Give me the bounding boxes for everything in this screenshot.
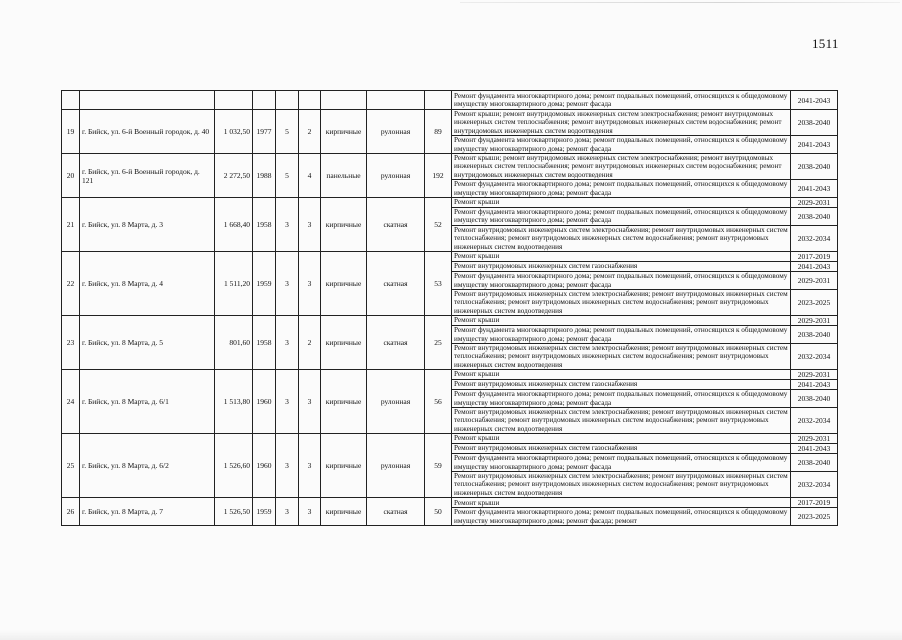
cell-area: 1 526,60 <box>215 434 253 498</box>
cell-work: Ремонт внутридомовых инженерных систем газоснабжения <box>452 444 791 454</box>
cell-period: 2038-2040 <box>791 110 838 136</box>
house-row <box>62 370 838 380</box>
capital-repair-table <box>61 90 838 526</box>
scan-bottom-shade <box>0 630 902 640</box>
cell-roof: скатная <box>367 252 425 316</box>
cell-period: 2041-2043 <box>791 91 838 110</box>
cell-period: 2023-2025 <box>791 508 838 526</box>
cell-year: 1960 <box>253 434 276 498</box>
cell-walls: кирпичные <box>321 110 367 154</box>
cell-floors <box>276 91 299 110</box>
cell-year <box>253 91 276 110</box>
cell-residents: 52 <box>425 198 452 252</box>
cell-work: Ремонт крыши <box>452 316 791 326</box>
cell-walls: кирпичные <box>321 198 367 252</box>
cell-area: 2 272,50 <box>215 154 253 198</box>
cell-entrances: 3 <box>299 434 321 498</box>
house-row <box>62 434 838 444</box>
cell-period: 2041-2043 <box>791 136 838 154</box>
cell-work: Ремонт внутридомовых инженерных систем электроснабжения; ремонт внутридомовых инженерных систем теплоснабжения; ремонт внутридомовых инженерных систем водоснабжения; ремонт внутридомовых инженерных систем водоотведения <box>452 407 791 433</box>
cell-year: 1959 <box>253 252 276 316</box>
cell-num: 25 <box>62 434 80 498</box>
cell-walls: кирпичные <box>321 316 367 370</box>
house-row <box>62 110 838 136</box>
cell-num: 23 <box>62 316 80 370</box>
cell-entrances: 2 <box>299 110 321 154</box>
cell-period: 2041-2043 <box>791 380 838 390</box>
house-row <box>62 498 838 508</box>
cell-residents: 192 <box>425 154 452 198</box>
cell-period: 2017-2019 <box>791 252 838 262</box>
cell-area: 1 668,40 <box>215 198 253 252</box>
house-row <box>62 198 838 208</box>
cell-residents: 53 <box>425 252 452 316</box>
cell-period: 2029-2031 <box>791 272 838 290</box>
cell-walls: кирпичные <box>321 370 367 434</box>
cell-residents: 56 <box>425 370 452 434</box>
cell-year: 1988 <box>253 154 276 198</box>
house-row <box>62 252 838 262</box>
cell-entrances: 4 <box>299 154 321 198</box>
cell-work: Ремонт фундамента многоквартирного дома; ремонт подвальных помещений, относящихся к общедомовому имуществу многоквартирного дома; ремонт фасада <box>452 390 791 408</box>
cell-num: 22 <box>62 252 80 316</box>
cell-period: 2029-2031 <box>791 434 838 444</box>
cell-floors: 3 <box>276 198 299 252</box>
cell-work: Ремонт фундамента многоквартирного дома; ремонт подвальных помещений, относящихся к общедомовому имуществу многоквартирного дома; ремонт фасада <box>452 136 791 154</box>
cell-area <box>215 91 253 110</box>
cell-num: 19 <box>62 110 80 154</box>
cell-work: Ремонт внутридомовых инженерных систем электроснабжения; ремонт внутридомовых инженерных систем теплоснабжения; ремонт внутридомовых инженерных систем водоснабжения; ремонт внутридомовых инженерных систем водоотведения <box>452 289 791 315</box>
cell-num: 26 <box>62 498 80 526</box>
cell-roof: скатная <box>367 198 425 252</box>
cell-address: г. Бийск, ул. 8 Марта, д. 6/1 <box>80 370 215 434</box>
cell-floors: 5 <box>276 154 299 198</box>
cell-roof: рулонная <box>367 370 425 434</box>
cell-work: Ремонт крыши <box>452 434 791 444</box>
scan-edge-line <box>460 2 900 3</box>
cell-address <box>80 91 215 110</box>
cell-work: Ремонт фундамента многоквартирного дома; ремонт подвальных помещений, относящихся к общедомовому имуществу многоквартирного дома; ремонт фасада <box>452 180 791 198</box>
cell-num <box>62 91 80 110</box>
cell-area: 1 513,80 <box>215 370 253 434</box>
cell-period: 2038-2040 <box>791 208 838 226</box>
cell-roof: рулонная <box>367 110 425 154</box>
cell-entrances: 3 <box>299 498 321 526</box>
cell-address: г. Бийск, ул. 8 Марта, д. 7 <box>80 498 215 526</box>
cell-period: 2041-2043 <box>791 444 838 454</box>
cell-period: 2038-2040 <box>791 154 838 180</box>
cell-period: 2038-2040 <box>791 326 838 344</box>
cell-work: Ремонт крыши <box>452 198 791 208</box>
cell-roof: скатная <box>367 316 425 370</box>
cell-work: Ремонт фундамента многоквартирного дома; ремонт подвальных помещений, относящихся к общедомовому имуществу многоквартирного дома; ремонт фасада <box>452 208 791 226</box>
cell-address: г. Бийск, ул. 8 Марта, д. 5 <box>80 316 215 370</box>
cell-residents: 59 <box>425 434 452 498</box>
cell-work: Ремонт крыши <box>452 498 791 508</box>
cell-work: Ремонт крыши <box>452 370 791 380</box>
cell-walls <box>321 91 367 110</box>
table-body <box>62 91 838 526</box>
cell-floors: 3 <box>276 370 299 434</box>
cell-roof: рулонная <box>367 434 425 498</box>
cell-walls: кирпичные <box>321 434 367 498</box>
cell-walls: кирпичные <box>321 252 367 316</box>
cell-period: 2029-2031 <box>791 370 838 380</box>
cell-floors: 5 <box>276 110 299 154</box>
cell-entrances: 3 <box>299 252 321 316</box>
cell-work: Ремонт фундамента многоквартирного дома; ремонт подвальных помещений, относящихся к общедомовому имуществу многоквартирного дома; ремонт фасада <box>452 454 791 472</box>
house-row <box>62 316 838 326</box>
cell-walls: кирпичные <box>321 498 367 526</box>
house-row <box>62 154 838 180</box>
continuation-row <box>62 91 838 110</box>
cell-period: 2032-2034 <box>791 472 838 498</box>
cell-work: Ремонт внутридомовых инженерных систем электроснабжения; ремонт внутридомовых инженерных систем теплоснабжения; ремонт внутридомовых инженерных систем водоснабжения; ремонт внутридомовых инженерных систем водоотведения <box>452 343 791 369</box>
page-number: 1511 <box>812 36 839 51</box>
cell-period: 2032-2034 <box>791 343 838 369</box>
cell-period: 2038-2040 <box>791 454 838 472</box>
cell-work: Ремонт фундамента многоквартирного дома; ремонт подвальных помещений, относящихся к общедомовому имуществу многоквартирного дома; ремонт фасада <box>452 91 791 110</box>
cell-work: Ремонт внутридомовых инженерных систем газоснабжения <box>452 262 791 272</box>
cell-work: Ремонт внутридомовых инженерных систем электроснабжения; ремонт внутридомовых инженерных систем теплоснабжения; ремонт внутридомовых инженерных систем водоснабжения; ремонт внутридомовых инженерных систем водоотведения <box>452 225 791 251</box>
cell-num: 20 <box>62 154 80 198</box>
cell-work: Ремонт внутридомовых инженерных систем электроснабжения; ремонт внутридомовых инженерных систем теплоснабжения; ремонт внутридомовых инженерных систем водоснабжения; ремонт внутридомовых инженерных систем водоотведения <box>452 472 791 498</box>
cell-residents: 89 <box>425 110 452 154</box>
cell-year: 1960 <box>253 370 276 434</box>
cell-work: Ремонт крыши; ремонт внутридомовых инженерных систем электроснабжения; ремонт внутридомовых инженерных систем теплоснабжения; ремонт внутридомовых инженерных систем водоснабжения; ремонт внутридомовых инженерных систем водоотведения <box>452 110 791 136</box>
cell-year: 1977 <box>253 110 276 154</box>
cell-work: Ремонт крыши; ремонт внутридомовых инженерных систем электроснабжения; ремонт внутридомовых инженерных систем теплоснабжения; ремонт внутридомовых инженерных систем водоснабжения; ремонт внутридомовых инженерных систем водоотведения <box>452 154 791 180</box>
cell-residents <box>425 91 452 110</box>
cell-floors: 3 <box>276 316 299 370</box>
cell-entrances: 3 <box>299 198 321 252</box>
cell-entrances: 3 <box>299 370 321 434</box>
cell-work: Ремонт фундамента многоквартирного дома; ремонт подвальных помещений, относящихся к общедомовому имуществу многоквартирного дома; ремонт фасада <box>452 272 791 290</box>
cell-floors: 3 <box>276 252 299 316</box>
cell-period: 2032-2034 <box>791 407 838 433</box>
cell-address: г. Бийск, ул. 8 Марта, д. 3 <box>80 198 215 252</box>
cell-period: 2029-2031 <box>791 316 838 326</box>
cell-floors: 3 <box>276 434 299 498</box>
cell-roof <box>367 91 425 110</box>
cell-address: г. Бийск, ул. 8 Марта, д. 4 <box>80 252 215 316</box>
cell-period: 2032-2034 <box>791 225 838 251</box>
cell-period: 2017-2019 <box>791 498 838 508</box>
cell-num: 24 <box>62 370 80 434</box>
cell-period: 2029-2031 <box>791 198 838 208</box>
cell-area: 1 032,50 <box>215 110 253 154</box>
cell-period: 2041-2043 <box>791 180 838 198</box>
cell-walls: панельные <box>321 154 367 198</box>
cell-floors: 3 <box>276 498 299 526</box>
cell-year: 1958 <box>253 316 276 370</box>
cell-year: 1958 <box>253 198 276 252</box>
cell-work: Ремонт фундамента многоквартирного дома; ремонт подвальных помещений, относящихся к общедомовому имуществу многоквартирного дома; ремонт фасада <box>452 326 791 344</box>
cell-entrances: 2 <box>299 316 321 370</box>
cell-period: 2041-2043 <box>791 262 838 272</box>
cell-residents: 25 <box>425 316 452 370</box>
cell-area: 801,60 <box>215 316 253 370</box>
cell-num: 21 <box>62 198 80 252</box>
cell-area: 1 511,20 <box>215 252 253 316</box>
cell-address: г. Бийск, ул. 8 Марта, д. 6/2 <box>80 434 215 498</box>
cell-period: 2038-2040 <box>791 390 838 408</box>
cell-roof: рулонная <box>367 154 425 198</box>
cell-area: 1 526,50 <box>215 498 253 526</box>
cell-roof: скатная <box>367 498 425 526</box>
cell-address: г. Бийск, ул. 6-й Военный городок, д. 40 <box>80 110 215 154</box>
cell-work: Ремонт фундамента многоквартирного дома; ремонт подвальных помещений, относящихся к общедомовому имуществу многоквартирного дома; ремонт фасада; ремонт <box>452 508 791 526</box>
cell-address: г. Бийск, ул. 6-й Военный городок, д. 121 <box>80 154 215 198</box>
cell-work: Ремонт крыши <box>452 252 791 262</box>
cell-year: 1959 <box>253 498 276 526</box>
cell-period: 2023-2025 <box>791 289 838 315</box>
cell-residents: 50 <box>425 498 452 526</box>
cell-work: Ремонт внутридомовых инженерных систем газоснабжения <box>452 380 791 390</box>
cell-entrances <box>299 91 321 110</box>
